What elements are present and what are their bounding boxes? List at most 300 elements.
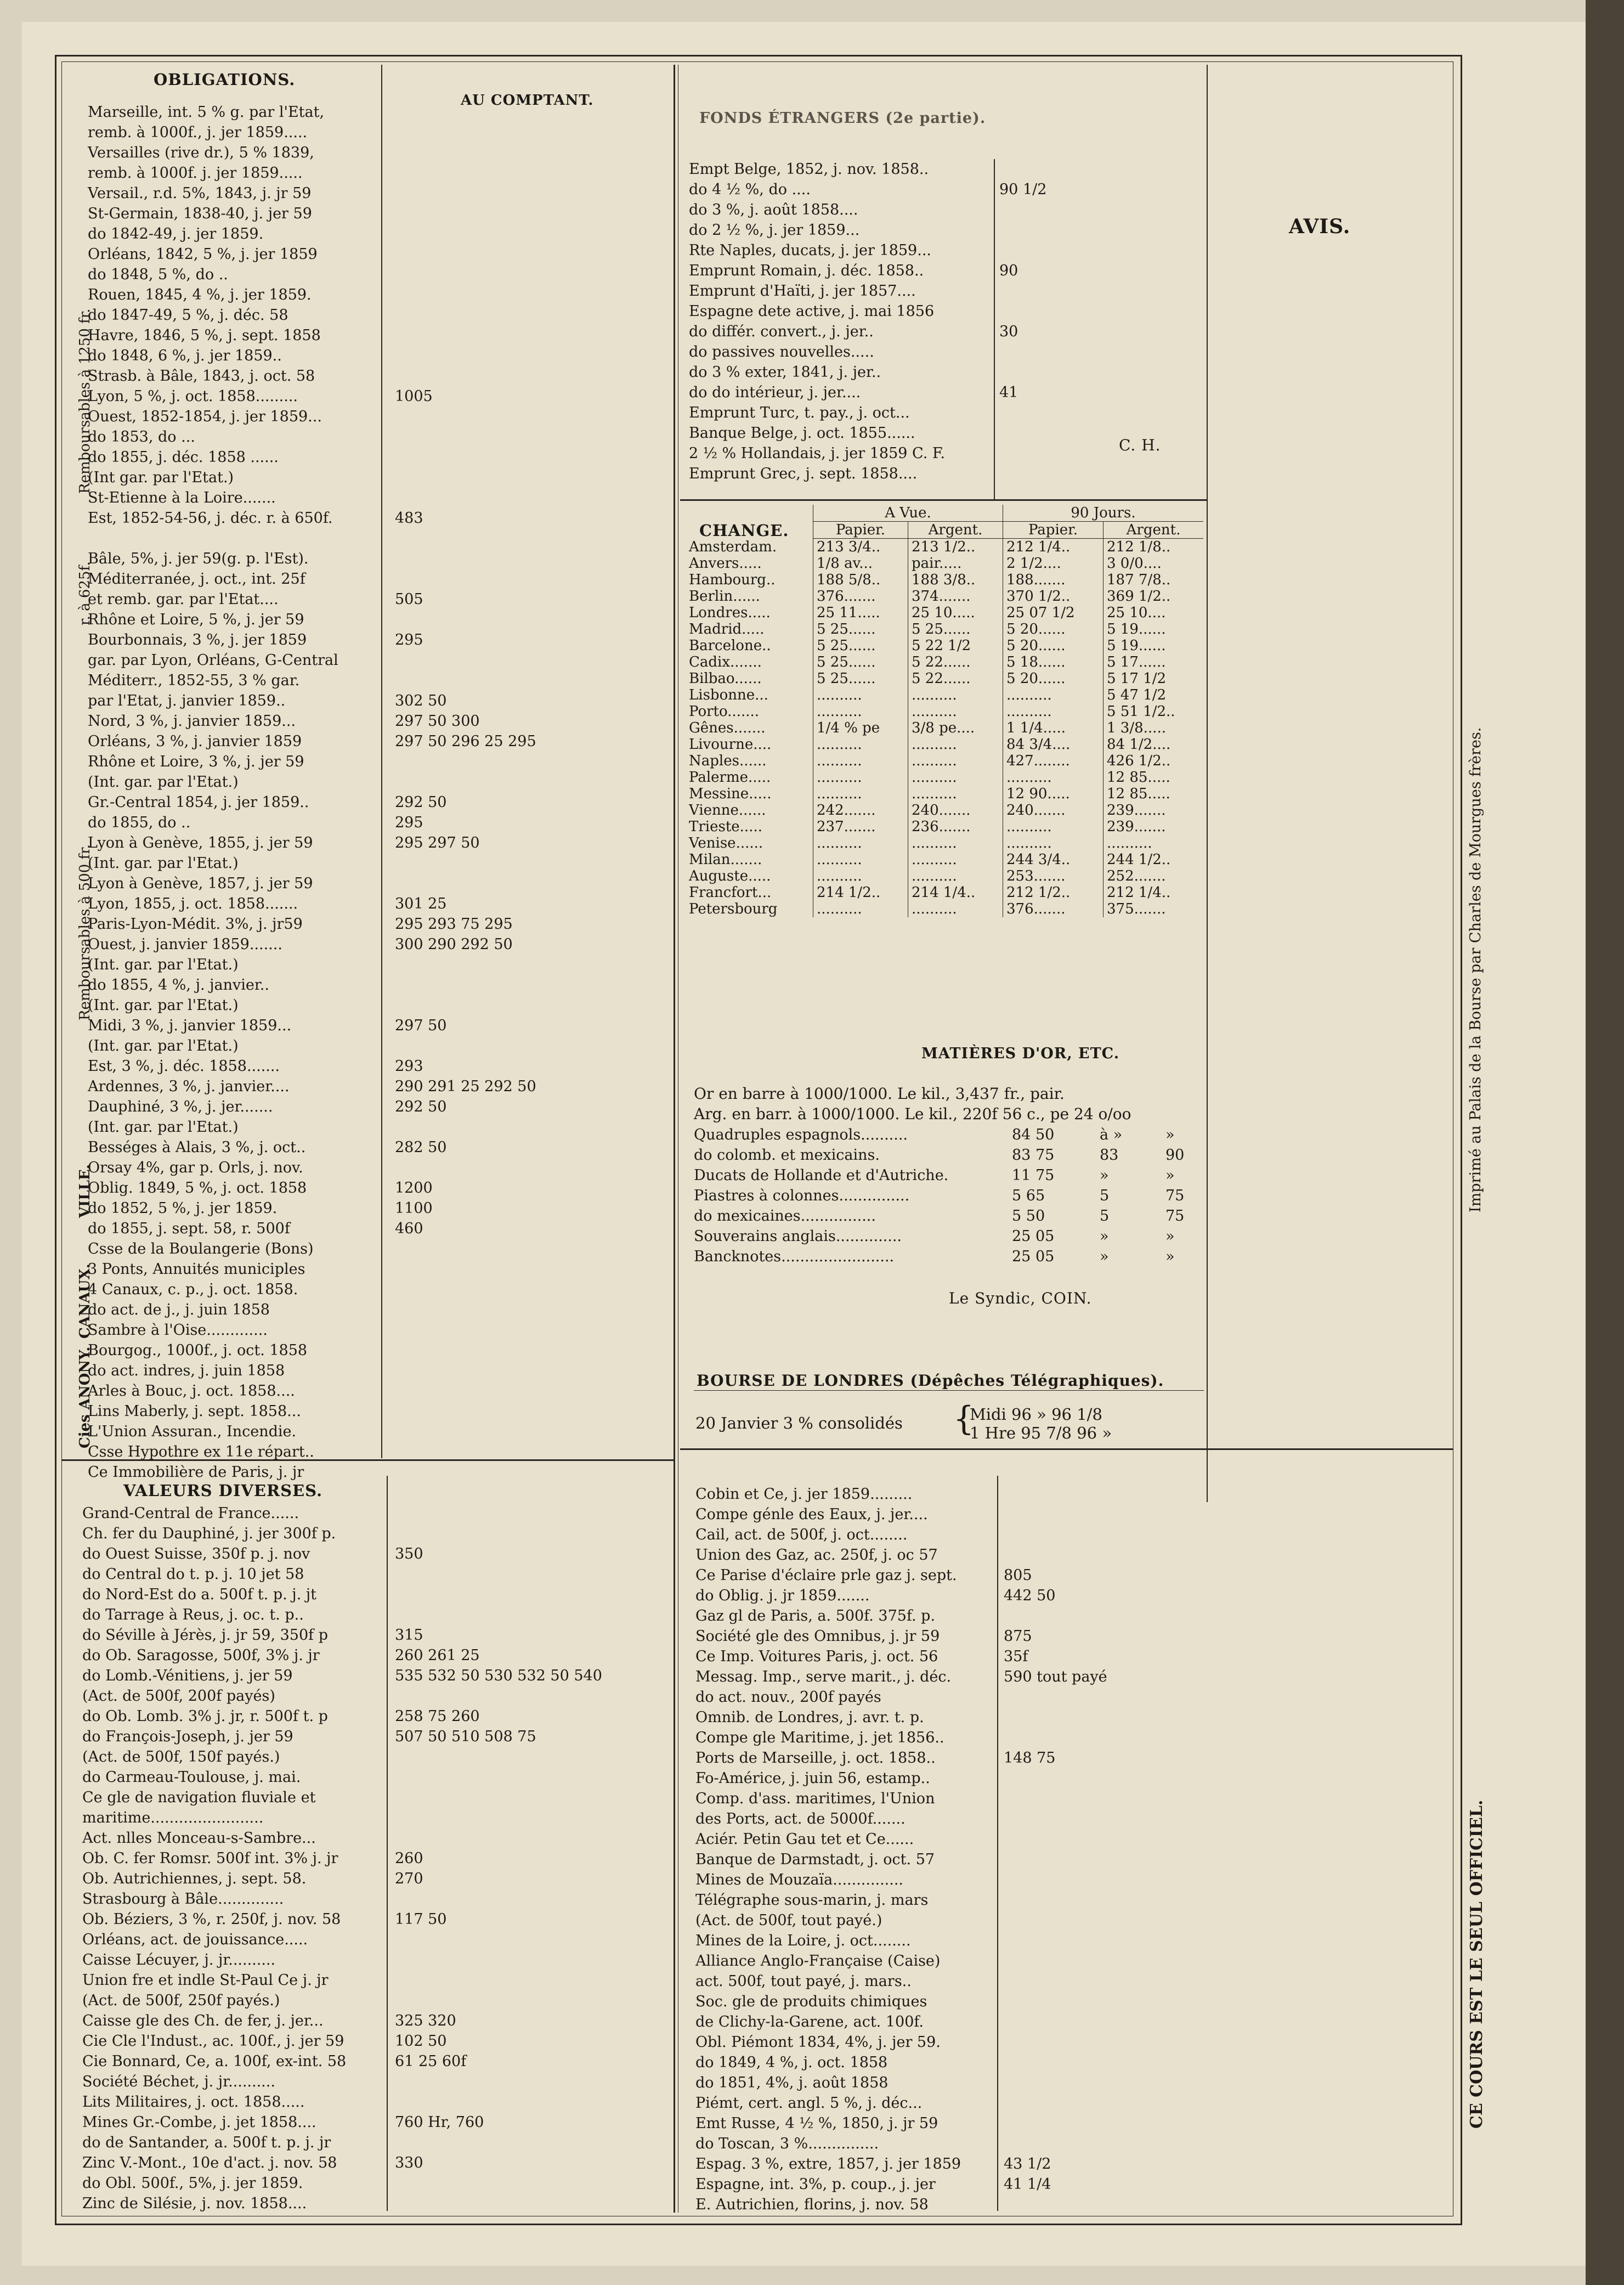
divers-row <box>695 2073 1354 2093</box>
obligation-row-label: et remb. gar. par l'Etat.... <box>88 591 279 608</box>
divers-row <box>695 1748 1354 1768</box>
change-rate: 5 22...... <box>908 654 1003 670</box>
change-row <box>686 654 1203 670</box>
fonds-row-label: do 4 ½ %, do .... <box>689 181 811 198</box>
obligation-row <box>88 1076 669 1097</box>
divers-row-label: Obl. Piémont 1834, 4%, j. jer 59. <box>695 2034 941 2051</box>
fonds-row-label: do 3 % exter, 1841, j. jer.. <box>689 364 881 381</box>
obligation-row <box>88 244 669 264</box>
matiere-value: » <box>1100 1228 1109 1245</box>
matiere-label: Piastres à colonnes............... <box>694 1187 910 1204</box>
change-rate: 5 47 1/2 <box>1104 687 1204 703</box>
change-row <box>686 835 1203 851</box>
obligation-row <box>88 1056 669 1076</box>
obligation-row <box>88 650 669 670</box>
change-row <box>686 786 1203 802</box>
valeur-row <box>82 2092 669 2112</box>
valeurs-list <box>82 1503 669 2214</box>
valeur-row-label: Ce gle de navigation fluviale et <box>82 1789 316 1806</box>
obligation-row-label: Méditerr., 1852-55, 3 % gar. <box>88 672 300 689</box>
matiere-row <box>694 1206 1220 1226</box>
change-city: Gênes....... <box>689 720 766 736</box>
matiere-value: » <box>1165 1228 1175 1245</box>
valeur-row-price: 330 <box>395 2154 423 2171</box>
change-90-papier-header: Papier. <box>1003 522 1104 539</box>
obligation-row-label: Bourgog., 1000f., j. oct. 1858 <box>88 1342 308 1359</box>
change-rate: .......... <box>908 687 1003 703</box>
obligation-row <box>88 731 669 752</box>
matiere-value: 83 <box>1100 1147 1119 1164</box>
change-rate: .......... <box>813 769 908 786</box>
obligation-row-label: Rouen, 1845, 4 %, j. jer 1859. <box>88 286 312 303</box>
valeur-row-label: Ch. fer du Dauphiné, j. jer 300f p. <box>82 1525 336 1542</box>
divers-row-label: Ce Parise d'éclaire prle gaz j. sept. <box>695 1567 957 1584</box>
valeur-row-price: 315 <box>395 1627 423 1644</box>
obligation-row-label: Orléans, 3 %, j. janvier 1859 <box>88 733 302 750</box>
obligation-row-price: 483 <box>395 510 423 527</box>
divers-row <box>695 2052 1354 2073</box>
divers-row-label: Piémt, cert. angl. 5 %, j. déc... <box>695 2095 923 2112</box>
valeur-row-label: Mines Gr.-Combe, j. jet 1858.... <box>82 2114 316 2131</box>
change-row <box>686 605 1203 621</box>
valeur-row-label: Strasbourg à Bâle.............. <box>82 1891 284 1908</box>
change-rate: .......... <box>1104 835 1204 851</box>
obligation-row-price: 1005 <box>395 388 433 405</box>
obligation-row <box>88 1401 669 1421</box>
obligation-row <box>88 610 669 630</box>
matiere-value: 5 <box>1100 1208 1110 1225</box>
divers-row <box>695 1931 1354 1951</box>
obligation-row-label: 3 Ponts, Annuités municiples <box>88 1261 305 1278</box>
obligation-row <box>88 508 669 528</box>
divers-row <box>695 2154 1354 2174</box>
obligation-row-label: Lyon à Genève, 1855, j. jer 59 <box>88 834 313 851</box>
change-row <box>686 572 1203 588</box>
change-city: Trieste..... <box>689 819 762 835</box>
fonds-row-label: Emprunt Turc, t. pay., j. oct... <box>689 404 910 421</box>
fonds-row <box>689 423 1106 443</box>
obligation-row-label: par l'Etat, j. janvier 1859.. <box>88 692 286 709</box>
obligation-row <box>88 975 669 995</box>
valeur-row-price: 535 532 50 530 532 50 540 <box>395 1667 602 1684</box>
fonds-row <box>689 159 1106 179</box>
change-rate: 25 07 1/2 <box>1003 605 1104 621</box>
change-rate: pair..... <box>908 555 1003 572</box>
change-rate: 5 20...... <box>1003 670 1104 687</box>
change-rate: 188....... <box>1003 572 1104 588</box>
change-city: Madrid..... <box>689 621 765 637</box>
divers-row-label: Emt Russe, 4 ½ %, 1850, j. jr 59 <box>695 2115 938 2132</box>
valeur-row <box>82 1727 669 1747</box>
obligation-row <box>88 285 669 305</box>
matiere-value: 11 75 <box>1012 1167 1055 1184</box>
side-label-625: r. à 625f. <box>77 561 93 625</box>
obligation-row <box>88 549 669 569</box>
valeur-row <box>82 1666 669 1686</box>
obligation-row-price: 295 297 50 <box>395 834 480 851</box>
valeur-row-price: 260 261 25 <box>395 1647 480 1664</box>
change-rate: 25 10..... <box>908 605 1003 621</box>
obligation-row-label: Est, 3 %, j. déc. 1858....... <box>88 1058 280 1075</box>
obligation-row <box>88 204 669 224</box>
change-city: Messine..... <box>689 786 772 802</box>
valeur-row-label: (Act. de 500f, 200f payés) <box>82 1688 275 1705</box>
change-row <box>686 753 1203 769</box>
change-rate: .......... <box>813 901 908 917</box>
change-city: Venise...... <box>689 835 763 851</box>
valeur-row <box>82 2011 669 2031</box>
change-city: Anvers..... <box>689 555 762 572</box>
divers-row <box>695 1667 1354 1687</box>
divers-row <box>695 2134 1354 2154</box>
change-rate: 5 22...... <box>908 670 1003 687</box>
change-city: Vienne...... <box>689 802 766 819</box>
change-rate: 5 25...... <box>813 621 908 637</box>
fonds-row <box>689 281 1106 301</box>
change-rate: 426 1/2.. <box>1104 753 1204 769</box>
divers-row-label: Union des Gaz, ac. 250f, j. oc 57 <box>695 1547 938 1564</box>
obligation-row <box>88 1036 669 1056</box>
change-row <box>686 637 1203 654</box>
londres-midi: Midi 96 » 96 1/8 <box>970 1405 1102 1424</box>
obligation-row-label: (Int. gar. par l'Etat.) <box>88 1119 239 1136</box>
obligation-row-label: Nord, 3 %, j. janvier 1859... <box>88 713 296 730</box>
change-city: Porto....... <box>689 703 760 720</box>
obligation-row <box>88 1320 669 1340</box>
valeur-row <box>82 1767 669 1787</box>
divers-row <box>695 1646 1354 1667</box>
obligation-row-label: Strasb. à Bâle, 1843, j. oct. 58 <box>88 368 315 385</box>
obligation-row-label: Csse de la Boulangerie (Bons) <box>88 1240 314 1257</box>
obligation-row-label: (Int gar. par l'Etat.) <box>88 469 234 486</box>
fonds-row-label: do do intérieur, j. jer.... <box>689 384 861 401</box>
obligation-row-price: 1100 <box>395 1200 433 1217</box>
valeur-row <box>82 1524 669 1544</box>
matiere-label: Souverains anglais.............. <box>694 1228 902 1245</box>
matieres-lines <box>694 1084 1131 1124</box>
valeur-row <box>82 1848 669 1869</box>
obligation-row <box>88 122 669 143</box>
divers-row <box>695 1951 1354 1971</box>
divers-row <box>695 1707 1354 1728</box>
divers-row <box>695 1586 1354 1606</box>
change-rate: .......... <box>908 736 1003 753</box>
change-row <box>686 539 1203 556</box>
change-rate: 236....... <box>908 819 1003 835</box>
obligation-row-label: St-Germain, 1838-40, j. jer 59 <box>88 205 312 222</box>
valeur-row <box>82 2072 669 2092</box>
obligation-row-label: Rhône et Loire, 3 %, j. jer 59 <box>88 753 304 770</box>
fonds-row-label: do différ. convert., j. jer.. <box>689 323 874 340</box>
divers-row-label: Comp. d'ass. maritimes, l'Union <box>695 1790 935 1807</box>
change-rate: .......... <box>813 851 908 868</box>
divers-row-price: 35f <box>1004 1648 1028 1665</box>
obligation-row <box>88 528 669 549</box>
obligation-row-label: Ce Immobilière de Paris, j. jr <box>88 1464 304 1481</box>
fonds-row-label: Emprunt Romain, j. déc. 1858.. <box>689 262 924 279</box>
londres-1h: 1 Hre 95 7/8 96 » <box>970 1424 1112 1442</box>
obligation-row-label: 4 Canaux, c. p., j. oct. 1858. <box>88 1281 298 1298</box>
change-rate: 213 1/2.. <box>908 539 1003 556</box>
change-row <box>686 621 1203 637</box>
change-rate: 376....... <box>1003 901 1104 917</box>
change-rate: 5 20...... <box>1003 621 1104 637</box>
valeur-row-label: Cie Bonnard, Ce, a. 100f, ex-int. 58 <box>82 2053 347 2070</box>
obligation-row <box>88 670 669 691</box>
divers-row-label: do Oblig. j. jr 1859....... <box>695 1587 870 1604</box>
obligation-row-label: Sambre à l'Oise............. <box>88 1322 268 1339</box>
fonds-row <box>689 443 1106 464</box>
divers-row <box>695 1768 1354 1788</box>
obligation-row-label: do 1855, j. sept. 58, r. 500f <box>88 1220 290 1237</box>
obligation-row <box>88 1300 669 1320</box>
valeur-row-label: Caisse Lécuyer, j. jr.......... <box>82 1951 276 1968</box>
obligation-row <box>88 1381 669 1401</box>
matiere-row <box>694 1226 1220 1246</box>
change-vue-argent-header: Argent. <box>908 522 1003 539</box>
valeur-row <box>82 2153 669 2173</box>
change-rate: 369 1/2.. <box>1104 588 1204 605</box>
matiere-value: 84 50 <box>1012 1126 1055 1143</box>
obligation-row <box>88 1097 669 1117</box>
change-rate: 5 17...... <box>1104 654 1204 670</box>
change-rate: 1/8 av... <box>813 555 908 572</box>
obligation-row <box>88 1259 669 1279</box>
obligation-row-label: do act. de j., j. juin 1858 <box>88 1301 270 1318</box>
change-rate: 214 1/4.. <box>908 884 1003 901</box>
valeur-row <box>82 2031 669 2051</box>
londres-title: BOURSE DE LONDRES (Dépêches Télégraphiques). <box>697 1372 1164 1390</box>
change-rate: 25 10.... <box>1104 605 1204 621</box>
obligation-row <box>88 1218 669 1239</box>
divers-row-price: 43 1/2 <box>1004 2156 1051 2173</box>
change-rate: .......... <box>813 786 908 802</box>
obligation-row <box>88 264 669 285</box>
valeur-row <box>82 2193 669 2214</box>
change-rate: 374....... <box>908 588 1003 605</box>
obligation-row-label: Arles à Bouc, j. oct. 1858.... <box>88 1383 295 1400</box>
obligation-row <box>88 813 669 833</box>
change-row <box>686 868 1203 884</box>
matiere-value: » <box>1100 1167 1109 1184</box>
valeur-row <box>82 1828 669 1848</box>
matiere-value: 25 05 <box>1012 1248 1055 1265</box>
change-rate: 252....... <box>1104 868 1204 884</box>
valeur-row <box>82 2051 669 2072</box>
valeur-row-label: do Séville à Jérès, j. jr 59, 350f p <box>82 1627 329 1644</box>
valeur-row-price: 260 <box>395 1850 423 1867</box>
obligation-row <box>88 346 669 366</box>
matiere-row <box>694 1186 1220 1206</box>
change-rate: 3/8 pe.... <box>908 720 1003 736</box>
valeur-row-label: Zinc de Silésie, j. nov. 1858.... <box>82 2195 307 2212</box>
obligation-row-price: 300 290 292 50 <box>395 936 513 953</box>
valeur-row-label: maritime........................ <box>82 1809 264 1826</box>
obligation-row-label: (Int. gar. par l'Etat.) <box>88 1037 239 1054</box>
valeur-row-label: do François-Joseph, j. jer 59 <box>82 1728 293 1745</box>
obligation-row-price: 290 291 25 292 50 <box>395 1078 536 1095</box>
obligation-row <box>88 711 669 731</box>
obligation-row-label: Gr.-Central 1854, j. jer 1859.. <box>88 794 309 811</box>
valeur-row-label: do Ouest Suisse, 350f p. j. nov <box>82 1545 310 1562</box>
obligation-row-price: 295 <box>395 631 423 648</box>
obligation-row-price: 297 50 <box>395 1017 447 1034</box>
matiere-label: Quadruples espagnols.......... <box>694 1126 908 1143</box>
change-rate: 188 3/8.. <box>908 572 1003 588</box>
obligation-row <box>88 792 669 813</box>
obligation-row-label: Versail., r.d. 5%, 1843, j. jr 59 <box>88 185 312 202</box>
obligation-row <box>88 1239 669 1259</box>
change-rate: .......... <box>813 703 908 720</box>
fonds-row-label: Empt Belge, 1852, j. nov. 1858.. <box>689 161 929 178</box>
obligation-row-label: Paris-Lyon-Médit. 3%, j. jr59 <box>88 916 303 933</box>
divers-row <box>695 1890 1354 1910</box>
valeur-row-label: do Nord-Est do a. 500f t. p. j. jt <box>82 1586 317 1603</box>
obligation-row <box>88 752 669 772</box>
fonds-row <box>689 301 1106 321</box>
change-city: Amsterdam. <box>689 538 777 555</box>
obligation-row-label: do 1848, 6 %, j. jer 1859.. <box>88 347 282 364</box>
obligation-row <box>88 873 669 894</box>
valeur-row <box>82 1889 669 1909</box>
divers-row <box>695 1728 1354 1748</box>
fonds-row-price: 30 <box>999 323 1018 340</box>
divers-row <box>695 1606 1354 1626</box>
change-rate: 239....... <box>1104 819 1204 835</box>
obligation-row <box>88 1442 669 1462</box>
change-rate: 25 11..... <box>813 605 908 621</box>
obligation-row-label: do 1855, do .. <box>88 814 191 831</box>
obligation-row-price: 1200 <box>395 1180 433 1197</box>
matiere-value: » <box>1100 1248 1109 1265</box>
matiere-value: 90 <box>1165 1147 1185 1164</box>
divers-row-label: Mines de la Loire, j. oct........ <box>695 1932 911 1949</box>
change-rate: 370 1/2.. <box>1003 588 1104 605</box>
fonds-row <box>689 382 1106 403</box>
change-city: Petersbourg <box>689 901 778 917</box>
valeur-row-price: 117 50 <box>395 1911 447 1928</box>
change-rate: .......... <box>908 835 1003 851</box>
change-rate: 240....... <box>908 802 1003 819</box>
change-rate: .......... <box>813 687 908 703</box>
obligation-row-label: do 1848, 5 %, do .. <box>88 266 228 283</box>
obligation-row-label: Csse Hypothre ex 11e répart.. <box>88 1443 314 1460</box>
change-row <box>686 884 1203 901</box>
obligation-row-label: Lyon à Genève, 1857, j. jer 59 <box>88 875 313 892</box>
obligation-row <box>88 143 669 163</box>
change-row <box>686 588 1203 605</box>
divers-row <box>695 1545 1354 1565</box>
matiere-value: à » <box>1100 1126 1123 1143</box>
change-90-header: 90 Jours. <box>1003 505 1204 522</box>
divers-row-label: (Act. de 500f, tout payé.) <box>695 1912 882 1929</box>
valeur-row-label: (Act. de 500f, 250f payés.) <box>82 1992 280 2009</box>
valeur-row-label: Ob. Béziers, 3 %, r. 250f, j. nov. 58 <box>82 1911 341 1928</box>
matiere-value: 5 <box>1100 1187 1110 1204</box>
obligation-row <box>88 183 669 204</box>
divers-row <box>695 1809 1354 1829</box>
valeur-row-price: 102 50 <box>395 2033 447 2050</box>
change-title: CHANGE. <box>699 521 789 540</box>
divers-row <box>695 2032 1354 2052</box>
valeurs-title: VALEURS DIVERSES. <box>123 1481 323 1500</box>
obligation-row-label: Bourbonnais, 3 %, j. jer 1859 <box>88 631 307 648</box>
change-rate: .......... <box>1003 819 1104 835</box>
obligation-row <box>88 163 669 183</box>
divers-row <box>695 1525 1354 1545</box>
valeur-row-price: 270 <box>395 1870 423 1887</box>
valeur-row-label: Cie Cle l'Indust., ac. 100f., j. jer 59 <box>82 2033 344 2050</box>
change-city: Cadix....... <box>689 654 762 670</box>
valeur-row <box>82 1950 669 1970</box>
obligation-row-label: Dauphiné, 3 %, j. jer....... <box>88 1098 273 1115</box>
fonds-row <box>689 240 1106 261</box>
change-rate: 253....... <box>1003 868 1104 884</box>
fonds-row-label: Banque Belge, j. oct. 1855...... <box>689 425 915 442</box>
change-rate: 5 25...... <box>813 637 908 654</box>
change-rate: 214 1/2.. <box>813 884 908 901</box>
matiere-label: do colomb. et mexicains. <box>694 1147 880 1164</box>
change-row <box>686 720 1203 736</box>
obligation-row-price: 301 25 <box>395 895 447 912</box>
change-rate: 244 3/4.. <box>1003 851 1104 868</box>
obligation-row-label: Oblig. 1849, 5 %, j. oct. 1858 <box>88 1180 307 1197</box>
obligation-row-price: 295 <box>395 814 423 831</box>
change-rate: .......... <box>908 703 1003 720</box>
obligation-row-label: (Int. gar. par l'Etat.) <box>88 997 239 1014</box>
fonds-row-label: Emprunt Grec, j. sept. 1858.... <box>689 465 918 482</box>
divers-row <box>695 1484 1354 1504</box>
obligation-row <box>88 1158 669 1178</box>
change-row <box>686 769 1203 786</box>
change-rate: .......... <box>908 851 1003 868</box>
change-rate: .......... <box>1003 687 1104 703</box>
valeur-row-price: 325 320 <box>395 2012 456 2029</box>
valeur-row <box>82 1564 669 1584</box>
obligation-row-price: 302 50 <box>395 692 447 709</box>
divers-row <box>695 1788 1354 1809</box>
obligation-row-label: Havre, 1846, 5 %, j. sept. 1858 <box>88 327 321 344</box>
valeur-row-label: Act. nlles Monceau-s-Sambre... <box>82 1830 316 1847</box>
divers-row-label: Gaz gl de Paris, a. 500f. 375f. p. <box>695 1607 936 1624</box>
valeur-row-label: do de Santander, a. 500f t. p. j. jr <box>82 2134 331 2151</box>
divers-row-label: Cobin et Ce, j. jer 1859......... <box>695 1486 913 1503</box>
matiere-label: Ducats de Hollande et d'Autriche. <box>694 1167 949 1184</box>
obligation-row-label: Bességes à Alais, 3 %, j. oct.. <box>88 1139 306 1156</box>
divers-row-label: Ce Imp. Voitures Paris, j. oct. 56 <box>695 1648 938 1665</box>
valeur-row <box>82 2112 669 2132</box>
obligation-row <box>88 833 669 853</box>
matieres-title: MATIÈRES D'OR, ETC. <box>921 1045 1120 1062</box>
valeur-row <box>82 1625 669 1645</box>
obligation-row <box>88 630 669 650</box>
obligation-row-label: Méditerranée, j. oct., int. 25f <box>88 571 305 588</box>
change-city: Berlin...... <box>689 588 760 605</box>
valeur-row-label: Zinc V.-Mont., 10e d'act. j. nov. 58 <box>82 2154 337 2171</box>
divers-row-label: Aciér. Petin Gau tet et Ce...... <box>695 1831 914 1848</box>
change-rate: 187 7/8.. <box>1104 572 1204 588</box>
divers-row-label: do 1851, 4%, j. août 1858 <box>695 2074 889 2091</box>
divers-row-label: Espagne, int. 3%, p. coup., j. jer <box>695 2176 936 2193</box>
divers-row <box>695 2174 1354 2194</box>
obligation-row <box>88 955 669 975</box>
obligation-row <box>88 914 669 934</box>
change-rate: 239....... <box>1104 802 1204 819</box>
fonds-row <box>689 342 1106 362</box>
fonds-list <box>689 159 1106 484</box>
change-rate: .......... <box>908 753 1003 769</box>
divers-row <box>695 1910 1354 1931</box>
